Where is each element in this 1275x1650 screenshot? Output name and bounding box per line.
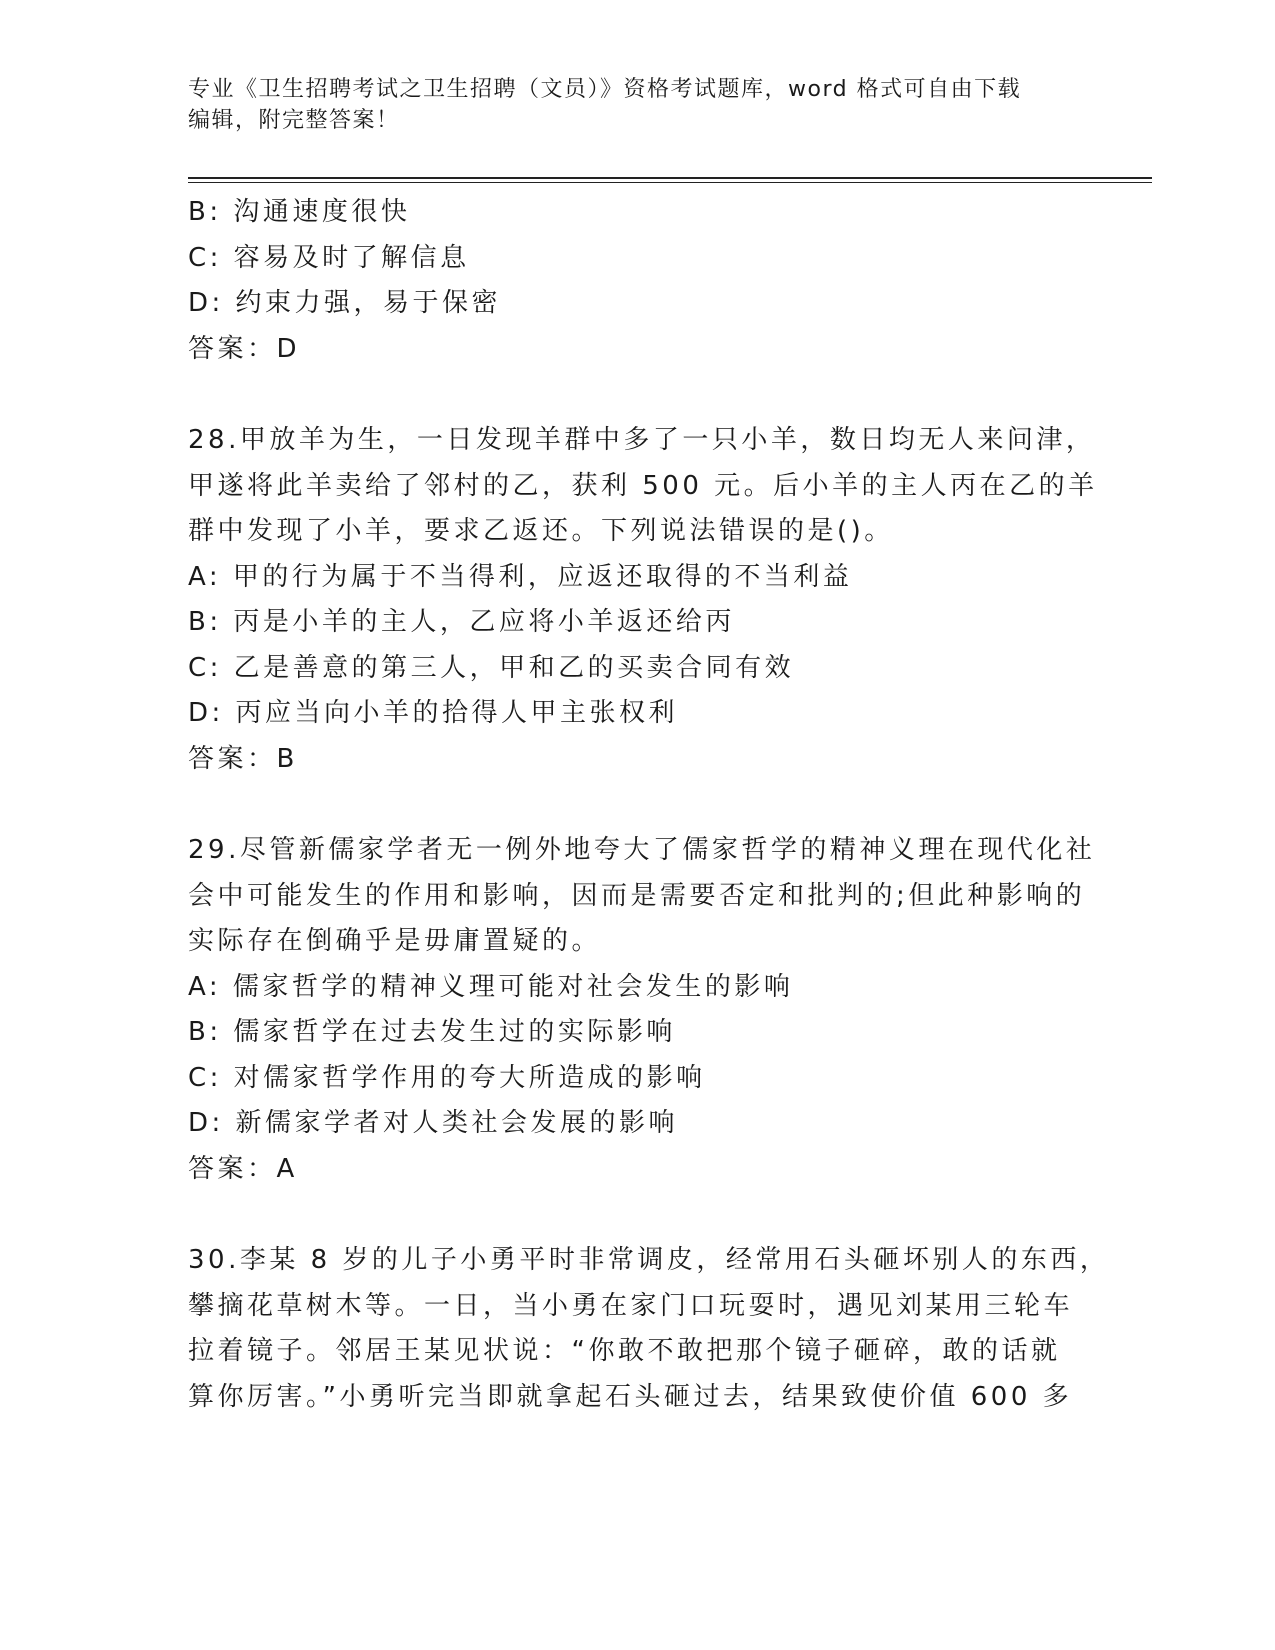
option-d: D: 新儒家学者对人类社会发展的影响 xyxy=(188,1108,679,1138)
question-stem-line: 会中可能发生的作用和影响，因而是需要否定和批判的;但此种影响的 xyxy=(188,880,1086,911)
option-c: C: 对儒家哲学作用的夸大所造成的影响 xyxy=(188,1062,706,1093)
answer: 答案：D xyxy=(188,333,301,364)
question-stem-line: 群中发现了小羊，要求乙返还。下列说法错误的是()。 xyxy=(188,516,894,546)
option-a: A: 儒家哲学的精神义理可能对社会发生的影响 xyxy=(188,971,794,1002)
option-b: B: 沟通速度很快 xyxy=(188,197,411,227)
page-content xyxy=(188,190,1110,1420)
header-line-2: 编辑，附完整答案！ xyxy=(188,108,400,133)
option-b: B: 丙是小羊的主人，乙应将小羊返还给丙 xyxy=(188,607,735,637)
option-d: D: 丙应当向小羊的拾得人甲主张权利 xyxy=(188,698,679,728)
question-29 xyxy=(188,828,1096,1192)
header-rule-thin xyxy=(188,182,1152,183)
option-b: B: 儒家哲学在过去发生过的实际影响 xyxy=(188,1017,676,1047)
option-c: C: 容易及时了解信息 xyxy=(188,242,470,273)
page-header xyxy=(188,74,1068,136)
question-stem-line: 28.甲放羊为生，一日发现羊群中多了一只小羊，数日均无人来问津， xyxy=(188,425,1096,455)
question-30 xyxy=(188,1238,1110,1420)
spacer xyxy=(188,1192,1068,1238)
question-stem-line: 29.尽管新儒家学者无一例外地夸大了儒家哲学的精神义理在现代化社 xyxy=(188,835,1096,865)
question-27-tail xyxy=(188,190,1068,372)
answer: 答案：A xyxy=(188,1153,298,1184)
question-stem-line: 拉着镜子。邻居王某见状说：“你敢不敢把那个镜子砸碎，敢的话就 xyxy=(188,1336,1061,1366)
question-28 xyxy=(188,418,1098,782)
spacer xyxy=(188,782,1068,828)
question-stem-line: 实际存在倒确乎是毋庸置疑的。 xyxy=(188,926,602,956)
option-d: D: 约束力强，易于保密 xyxy=(188,288,502,318)
spacer xyxy=(188,372,1068,418)
option-a: A: 甲的行为属于不当得利，应返还取得的不当利益 xyxy=(188,561,853,592)
question-stem-line: 算你厉害。”小勇听完当即就拿起石头砸过去，结果致使价值 600 多 xyxy=(188,1381,1073,1412)
header-line-1: 专业《卫生招聘考试之卫生招聘（文员）》资格考试题库，word 格式可自由下载 xyxy=(188,77,1022,102)
header-rule-thick xyxy=(188,177,1152,179)
question-stem-line: 甲遂将此羊卖给了邻村的乙，获利 500 元。后小羊的主人丙在乙的羊 xyxy=(188,470,1098,501)
question-stem-line: 攀摘花草树木等。一日，当小勇在家门口玩耍时，遇见刘某用三轮车 xyxy=(188,1290,1074,1321)
option-c: C: 乙是善意的第三人，甲和乙的买卖合同有效 xyxy=(188,652,795,683)
question-stem-line: 30.李某 8 岁的儿子小勇平时非常调皮，经常用石头砸坏别人的东西， xyxy=(188,1245,1110,1275)
answer: 答案：B xyxy=(188,743,298,774)
